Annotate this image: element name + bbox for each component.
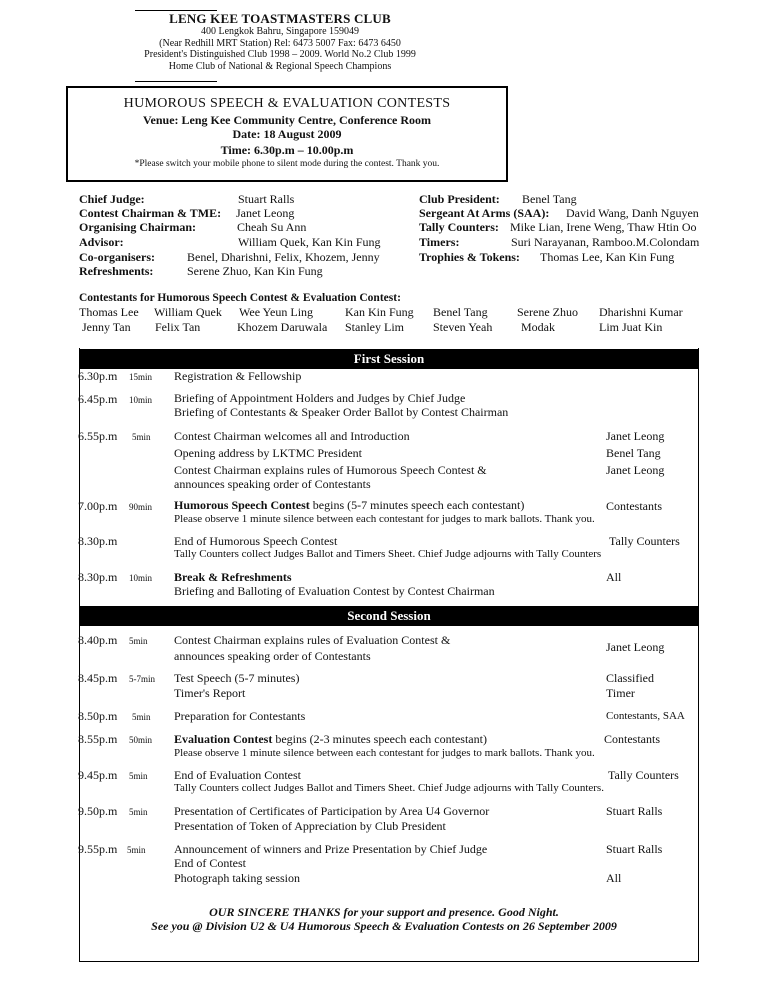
item-duration: 90min	[129, 502, 153, 512]
contestant: Felix Tan	[155, 320, 201, 334]
contestant: Dharishni Kumar	[599, 305, 683, 319]
item-activity: End of Contest	[174, 856, 246, 870]
item-responsible: All	[606, 570, 622, 584]
item-activity: Briefing of Appointment Holders and Judges by Chief Judge	[174, 391, 466, 405]
official-name: Janet Leong	[236, 206, 295, 220]
item-duration: 5min	[132, 712, 151, 722]
item-activity	[174, 498, 524, 513]
official-name: Stuart Ralls	[238, 192, 295, 206]
item-time: 8.30p.m	[78, 534, 118, 548]
official-role: Co-organisers:	[79, 250, 155, 264]
item-time: 7.00p.m	[78, 499, 118, 513]
item-duration: 5min	[127, 845, 146, 855]
contestant: Wee Yeun Ling	[239, 305, 314, 319]
club-home: Home Club of National & Regional Speech Champions	[168, 60, 392, 72]
official-role: Contest Chairman & TME:	[79, 206, 222, 220]
closing-thanks: OUR SINCERE THANKS for your support and presence. Good Night.	[209, 905, 559, 919]
item-activity: Contest Chairman explains rules of Humorous Speech Contest &	[174, 463, 487, 477]
contestant: Serene Zhuo	[517, 305, 578, 319]
item-responsible: Classified	[606, 671, 654, 685]
second-session-header: Second Session	[80, 606, 698, 626]
official-name: Benel, Dharishni, Felix, Khozem, Jenny	[187, 250, 380, 264]
item-activity: Photograph taking session	[174, 871, 300, 885]
item-activity-bold: Break & Refreshments	[174, 570, 292, 584]
item-duration: 5min	[129, 771, 148, 781]
club-awards: President's Distinguished Club 1998 – 2009. World No.2 Club 1999	[144, 49, 416, 60]
club-name: LENG KEE TOASTMASTERS CLUB	[169, 11, 391, 26]
official-role: Chief Judge:	[79, 192, 145, 206]
contestant: Jenny Tan	[82, 320, 131, 334]
item-time: 6.45p.m	[78, 392, 118, 406]
item-time: 8.40p.m	[78, 633, 118, 647]
item-time: 8.45p.m	[78, 671, 118, 685]
official-role: Sergeant At Arms (SAA):	[419, 206, 550, 220]
item-activity: Test Speech (5-7 minutes)	[174, 671, 300, 685]
item-activity	[174, 732, 487, 747]
official-name: Mike Lian, Irene Weng, Thaw Htin Oo	[510, 220, 697, 234]
item-duration: 5min	[129, 636, 148, 646]
item-duration: 5min	[132, 432, 151, 442]
item-activity: Briefing and Balloting of Evaluation Contest by Contest Chairman	[174, 584, 495, 598]
official-name: William Quek, Kan Kin Fung	[238, 235, 381, 249]
first-session-header: First Session	[80, 349, 698, 369]
contestant: William Quek	[154, 305, 222, 319]
item-time: 9.55p.m	[78, 842, 118, 856]
item-responsible: Tally Counters	[609, 534, 680, 548]
contest-time: Time: 6.30p.m – 10.00p.m	[220, 143, 354, 157]
item-note: Please observe 1 minute silence between each contestant for judges to mark ballots. Thank you.	[174, 513, 595, 525]
item-time: 9.50p.m	[78, 804, 118, 818]
item-activity: Timer's Report	[174, 686, 246, 700]
contest-venue: Venue: Leng Kee Community Centre, Conference Room	[142, 113, 432, 127]
contestant: Benel Tang	[433, 305, 488, 319]
contestant: Thomas Lee	[79, 305, 139, 319]
official-role: Trophies & Tokens:	[419, 250, 520, 264]
mobile-note: *Please switch your mobile phone to silent mode during the contest. Thank you.	[134, 159, 440, 169]
official-role: Organising Chairman:	[79, 220, 197, 234]
item-activity-rest: begins (2-3 minutes speech each contestant)	[272, 732, 487, 746]
item-note: Tally Counters collect Judges Ballot and Timers Sheet. Chief Judge adjourns with Tally Counters.	[174, 782, 604, 794]
item-activity-bold: Humorous Speech Contest	[174, 498, 310, 512]
item-responsible: Benel Tang	[606, 446, 661, 460]
club-contact: (Near Redhill MRT Station) Rel: 6473 5007 Fax: 6473 6450	[159, 37, 401, 49]
item-activity: Registration & Fellowship	[174, 369, 302, 383]
item-responsible: Janet Leong	[606, 463, 665, 477]
item-responsible: Janet Leong	[606, 640, 665, 654]
item-activity: Contest Chairman explains rules of Evaluation Contest &	[174, 633, 451, 647]
item-time: 8.30p.m	[78, 570, 118, 584]
item-activity: End of Evaluation Contest	[174, 768, 301, 782]
item-responsible: Stuart Ralls	[606, 842, 663, 856]
official-role: Refreshments:	[79, 264, 154, 278]
item-time: 6.30p.m	[78, 369, 118, 383]
item-activity: Preparation for Contestants	[174, 709, 306, 723]
contestant: Modak	[521, 320, 555, 334]
item-activity: announces speaking order of Contestants	[174, 649, 371, 663]
item-responsible: Timer	[606, 686, 635, 700]
official-role: Tally Counters:	[419, 220, 499, 234]
item-activity: Opening address by LKTMC President	[174, 446, 362, 460]
item-activity: Briefing of Contestants & Speaker Order Ballot by Contest Chairman	[174, 405, 509, 419]
official-name: Cheah Su Ann	[237, 220, 307, 234]
item-time: 6.55p.m	[78, 429, 118, 443]
contest-info-box	[66, 86, 508, 182]
contestant: Stanley Lim	[345, 320, 404, 334]
official-role: Club President:	[419, 192, 500, 206]
item-responsible: Tally Counters	[608, 768, 679, 782]
item-note: Please observe 1 minute silence between each contestant for judges to mark ballots. Thank you.	[174, 747, 595, 759]
club-address: 400 Lengkok Bahru, Singapore 159049	[200, 26, 360, 37]
closing-next-contest: See you @ Division U2 & U4 Humorous Speech & Evaluation Contests on 26 September 2009	[151, 919, 617, 933]
item-activity: Contest Chairman welcomes all and Introduction	[174, 429, 410, 443]
official-name: Serene Zhuo, Kan Kin Fung	[187, 264, 323, 278]
header-rule-bottom	[135, 81, 217, 82]
official-name: Thomas Lee, Kan Kin Fung	[540, 250, 675, 264]
item-duration: 10min	[129, 573, 153, 583]
official-role: Advisor:	[79, 235, 124, 249]
item-responsible: Stuart Ralls	[606, 804, 663, 818]
item-activity: End of Humorous Speech Contest	[174, 534, 338, 548]
item-duration: 5min	[129, 807, 148, 817]
item-responsible: Contestants	[606, 499, 662, 513]
item-responsible: Contestants, SAA	[606, 710, 685, 722]
item-activity: Announcement of winners and Prize Presentation by Chief Judge	[174, 842, 488, 856]
official-name: Suri Narayanan, Ramboo.M.Colondam	[511, 235, 700, 249]
official-name: Benel Tang	[522, 192, 577, 206]
item-responsible: Contestants	[604, 732, 660, 746]
item-time: 8.55p.m	[78, 732, 118, 746]
contest-date: Date: 18 August 2009	[232, 127, 342, 141]
item-responsible: All	[606, 871, 622, 885]
contestant: Lim Juat Kin	[599, 320, 663, 334]
item-time: 8.50p.m	[78, 709, 118, 723]
item-time: 9.45p.m	[78, 768, 118, 782]
contestant: Steven Yeah	[433, 320, 493, 334]
item-responsible: Janet Leong	[606, 429, 665, 443]
contestant: Kan Kin Fung	[345, 305, 414, 319]
item-activity: announces speaking order of Contestants	[174, 477, 371, 491]
item-duration: 15min	[129, 372, 153, 382]
contestant: Khozem Daruwala	[237, 320, 328, 334]
official-role: Timers:	[419, 235, 460, 249]
item-duration: 5-7min	[129, 674, 155, 684]
item-activity: Presentation of Certificates of Participation by Area U4 Governor	[174, 804, 490, 818]
item-activity-bold: Evaluation Contest	[174, 732, 273, 746]
item-duration: 10min	[129, 395, 153, 405]
official-name: David Wang, Danh Nguyen	[566, 206, 699, 220]
contestants-heading: Contestants for Humorous Speech Contest & Evaluation Contest:	[79, 292, 401, 304]
contest-title: HUMOROUS SPEECH & EVALUATION CONTESTS	[123, 96, 451, 111]
item-activity-rest: begins (5-7 minutes speech each contestant)	[309, 498, 525, 512]
item-note: Tally Counters collect Judges Ballot and Timers Sheet. Chief Judge adjourns with Tally Counters	[174, 548, 602, 560]
item-activity: Presentation of Token of Appreciation by Club President	[174, 819, 446, 833]
item-duration: 50min	[129, 735, 153, 745]
